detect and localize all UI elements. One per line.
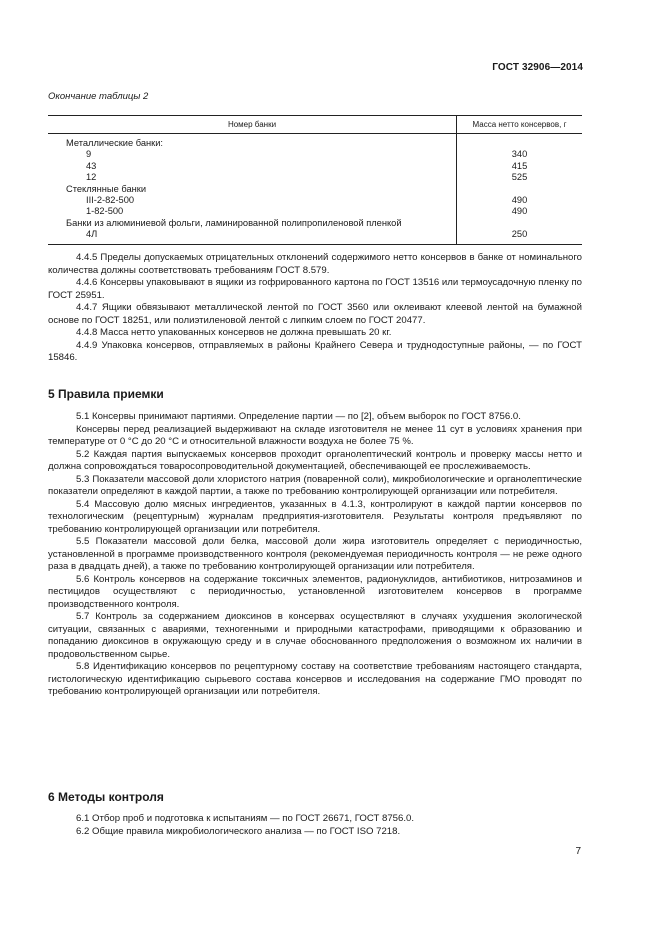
- document-header-id: ГОСТ 32906—2014: [492, 62, 583, 73]
- table-cell-net-mass: 525: [511, 172, 528, 183]
- table-row: [48, 184, 582, 195]
- table-row: [48, 206, 582, 217]
- paragraph: 5.1 Консервы принимают партиями. Определение партии — по [2], объем выборок по ГОСТ 8756.0.: [76, 411, 521, 422]
- table-row: [48, 229, 582, 244]
- table-cell-can-number: 12: [48, 172, 457, 183]
- table-cell-can-number: Стеклянные банки: [48, 184, 457, 195]
- paragraph: 4.4.8 Масса нетто упакованных консервов не должна превышать 20 кг.: [76, 327, 392, 338]
- section-5-paragraphs: [48, 411, 582, 699]
- table-cell-can-number: Банки из алюминиевой фольги, ламинированной полипропиленовой пленкой: [48, 218, 457, 229]
- table-cell-net-mass: 490: [511, 206, 528, 217]
- table-cell-net-mass: [457, 184, 583, 195]
- page-number: 7: [575, 846, 581, 857]
- paragraph: 5.7 Контроль за содержанием диоксинов в консервах осуществляют в случаях ухудшения экологической ситуации, связанных с авариями, техногенными и природными катастрофами, приводящими к образованию и попаданию диоксинов в окружающую среду и в случае обоснованного предположения о возможном их наличии в продовольственном сырье.: [48, 611, 582, 660]
- table-cell-net-mass: 250: [457, 229, 583, 244]
- table-cell-net-mass: 340: [511, 149, 528, 160]
- paragraph: 5.2 Каждая партия выпускаемых консервов проходит органолептический контроль и проверку массы нетто и должна сопровождаться товаросопроводительной документацией, обеспечивающей ее прослеживаемость.: [48, 448, 582, 472]
- paragraph: 6.1 Отбор проб и подготовка к испытаниям — по ГОСТ 26671, ГОСТ 8756.0.: [76, 813, 415, 824]
- section-6-paragraphs: [48, 813, 582, 838]
- table-row: [48, 172, 582, 183]
- table-row: [48, 218, 582, 229]
- table-cell-can-number: 9: [48, 149, 457, 160]
- table-cell-can-number: 1-82-500: [48, 206, 457, 217]
- table-row: [48, 134, 582, 150]
- table-cell-can-number: 4Л: [48, 229, 457, 244]
- table-cell-can-number: Металлические банки:: [48, 134, 457, 150]
- paragraph: 5.3 Показатели массовой доли хлористого натрия (поваренной соли), микробиологические и органолептические показатели определяют в каждой партии, а также по требованию контролирующей организации или потребителя.: [48, 473, 582, 497]
- paragraph: Консервы перед реализацией выдерживают на складе изготовителя не менее 11 сут в условиях хранения при температуре от 0 °С до 20 °С и относительной влажности воздуха не более 75 %.: [48, 423, 582, 447]
- table-cell-net-mass: 415: [511, 160, 528, 171]
- section-5-title: 5 Правила приемки: [48, 387, 164, 401]
- table-row: [48, 149, 582, 160]
- table-cell-net-mass: 490: [511, 195, 528, 206]
- paragraph: 5.4 Массовую долю мясных ингредиентов, указанных в 4.1.3, контролируют в каждой партии консервов по технологическим (рецептурным) журналам предприятия-изготовителя. Результаты контроля предъявляют по требованию контролирующей организации или потребителя.: [48, 498, 582, 535]
- table-cell-can-number: 43: [48, 161, 457, 172]
- paragraph: 5.6 Контроль консервов на содержание токсичных элементов, радионуклидов, антибиотиков, нитрозаминов и пестицидов осуществляют с периодичностью, установленной изготовителем консервов в программе производственного контроля.: [48, 573, 582, 610]
- table-cell-net-mass: [457, 218, 583, 229]
- table-cell-net-mass: [457, 134, 583, 150]
- column-header-can-number: Номер банки: [48, 116, 457, 134]
- net-mass-table: [48, 115, 582, 245]
- paragraph: 4.4.7 Ящики обвязывают металлической лентой по ГОСТ 3560 или оклеивают клеевой лентой на бумажной основе по ГОСТ 18251, или полиэтиленовой лентой с липким слоем по ГОСТ 20477.: [48, 302, 582, 326]
- table-cell-can-number: III-2-82-500: [48, 195, 457, 206]
- paragraph: 6.2 Общие правила микробиологического анализа — по ГОСТ ISO 7218.: [76, 825, 401, 837]
- table-body: [48, 134, 582, 245]
- table-header-row: [48, 116, 582, 134]
- section-6-title: 6 Методы контроля: [48, 790, 164, 804]
- table-row: [48, 161, 582, 172]
- table-row: [48, 195, 582, 206]
- paragraph: 4.4.9 Упаковка консервов, отправляемых в районы Крайнего Севера и труднодоступные районы, — по ГОСТ 15846.: [48, 339, 582, 363]
- paragraph: 4.4.5 Пределы допускаемых отрицательных отклонений содержимого нетто консервов в банке от номинального количества должны соответствовать требованиям ГОСТ 8.579.: [48, 252, 582, 276]
- paragraph: 4.4.6 Консервы упаковывают в ящики из гофрированного картона по ГОСТ 13516 или термоусадочную пленку по ГОСТ 25951.: [48, 277, 582, 301]
- packaging-paragraphs: [48, 252, 582, 365]
- paragraph: 5.8 Идентификацию консервов по рецептурному составу на соответствие требованиям настоящего стандарта, гистологическую идентификацию сырьевого состава консервов и исследования на содержание ГМО проводят по требованию контролирующей организации или потребителя.: [48, 661, 582, 697]
- paragraph: 5.5 Показатели массовой доли белка, массовой доли жира изготовитель определяет с периодичностью, установленной в программе производственного контроля (рекомендуемая периодичность контроля — не реже одного раза в двадцать дней), а также по требованию контролирующей организации или потребителя.: [48, 536, 582, 572]
- column-header-net-mass: Масса нетто консервов, г: [457, 116, 583, 134]
- table-caption: Окончание таблицы 2: [48, 91, 149, 102]
